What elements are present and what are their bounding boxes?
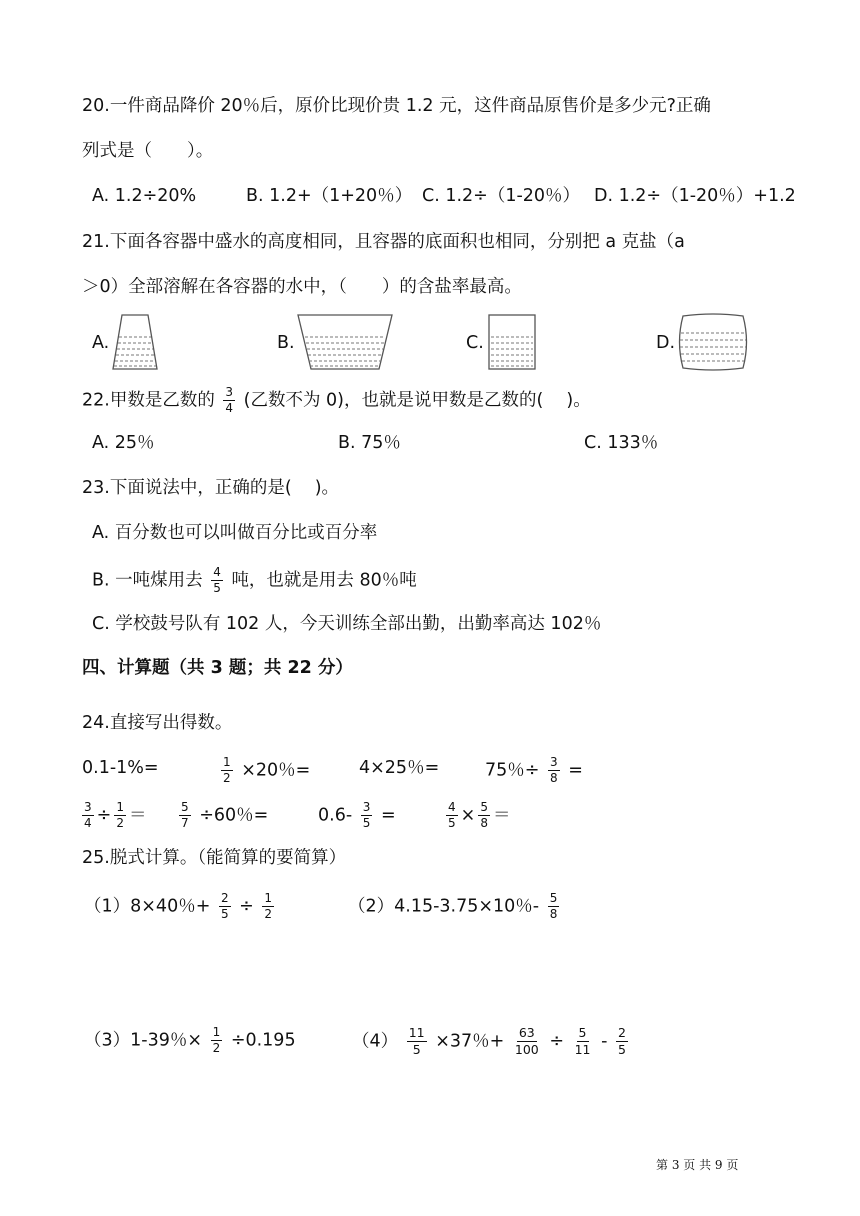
q20-option-d[interactable]: D. 1.2÷（1-20％）+1.2 [594, 186, 796, 206]
q21-line2: ＞0）全部溶解在各容器的水中，（ ）的含盐率最高。 [82, 277, 522, 297]
q24-r2-e3: 0.6- $\frac{3}{5}$ = [318, 800, 396, 830]
q21-label-d[interactable]: D. [656, 333, 676, 353]
q22-option-b[interactable]: B. 75％ [338, 433, 401, 453]
q22-option-c[interactable]: C. 133％ [584, 433, 659, 453]
q20-option-a[interactable]: A. 1.2÷20% [92, 186, 197, 206]
q22-fraction: $\frac{3}{4}$ [225, 385, 234, 415]
q22-question [82, 386, 591, 415]
q21-label-a[interactable]: A. [92, 333, 110, 353]
q24-r2-e2: $\frac{5}{7}$ ÷60％= [181, 800, 269, 830]
q24-r2-e1: $\frac{3}{4}$ ÷ $\frac{1}{2}$ ＝ [84, 800, 147, 830]
q23-b-post: 吨，也就是用去 80％吨 [231, 570, 417, 591]
q20-option-c[interactable]: C. 1.2÷（1-20％） [422, 186, 581, 206]
barrel-container-icon [675, 313, 751, 371]
q23-title: 23.下面说法中，正确的是( )。 [82, 478, 340, 498]
q23-b-fraction: $\frac{4}{5}$ [213, 565, 221, 595]
q24-title: 24.直接写出得数。 [82, 713, 233, 733]
wide-top-trapezoid-container-icon [295, 313, 395, 371]
q25-title: 25.脱式计算。（能简算的要简算） [82, 848, 347, 868]
q21-line1: 21.下面各容器中盛水的高度相同，且容器的底面积也相同，分别把 a 克盐（a [82, 232, 685, 252]
q23-b-pre: B. 一吨煤用去 [92, 570, 203, 591]
q20-option-b[interactable]: B. 1.2+（1+20％） [246, 186, 413, 206]
q23-option-a[interactable]: A. 百分数也可以叫做百分比或百分率 [92, 523, 378, 543]
page-number-footer: 第 3 页 共 9 页 [656, 1158, 739, 1172]
narrow-top-trapezoid-container-icon [110, 313, 160, 371]
rectangle-container-icon [486, 313, 538, 371]
q24-r1-e4: 75％÷ $\frac{3}{8}$ = [485, 755, 583, 785]
q24-r1-e2: $\frac{1}{2}$ ×20％= [223, 755, 311, 785]
q25-part-2: （2）4.15-3.75×10％- $\frac{5}{8}$ [348, 891, 558, 921]
q25-part-1: （1）8×40％+ $\frac{2}{5}$ ÷ $\frac{1}{2}$ [84, 891, 273, 921]
q21-label-c[interactable]: C. [466, 333, 484, 353]
q22-option-a[interactable]: A. 25％ [92, 433, 155, 453]
q22-pre: 22.甲数是乙数的 [82, 390, 215, 411]
q20-line1: 20.一件商品降价 20％后，原价比现价贵 1.2 元，这件商品原售价是多少元?正确 [82, 96, 711, 116]
q22-post: (乙数不为 0)，也就是说甲数是乙数的( )。 [243, 390, 591, 411]
q24-r1-e1: 0.1-1%= [82, 758, 159, 778]
q23-option-c[interactable]: C. 学校鼓号队有 102 人，今天训练全部出勤，出勤率高达 102％ [92, 614, 602, 634]
q25-part-4: （4） $\frac{11}{5}$ ×37％+ $\frac{63}{100}$ ÷ $\frac{5}{11}$ - $\frac{2}{5}$ [352, 1025, 626, 1057]
q24-r1-e3: 4×25％= [359, 758, 440, 778]
q25-part-3: （3）1-39％× $\frac{1}{2}$ ÷0.195 [84, 1025, 296, 1055]
q21-label-b[interactable]: B. [277, 333, 295, 353]
section-4-title: 四、计算题（共 3 题；共 22 分） [82, 658, 353, 678]
q24-r2-e4: $\frac{4}{5}$ × $\frac{5}{8}$ ＝ [448, 800, 511, 830]
q20-line2: 列式是（ ）。 [82, 141, 214, 161]
q23-option-b[interactable] [92, 566, 417, 595]
